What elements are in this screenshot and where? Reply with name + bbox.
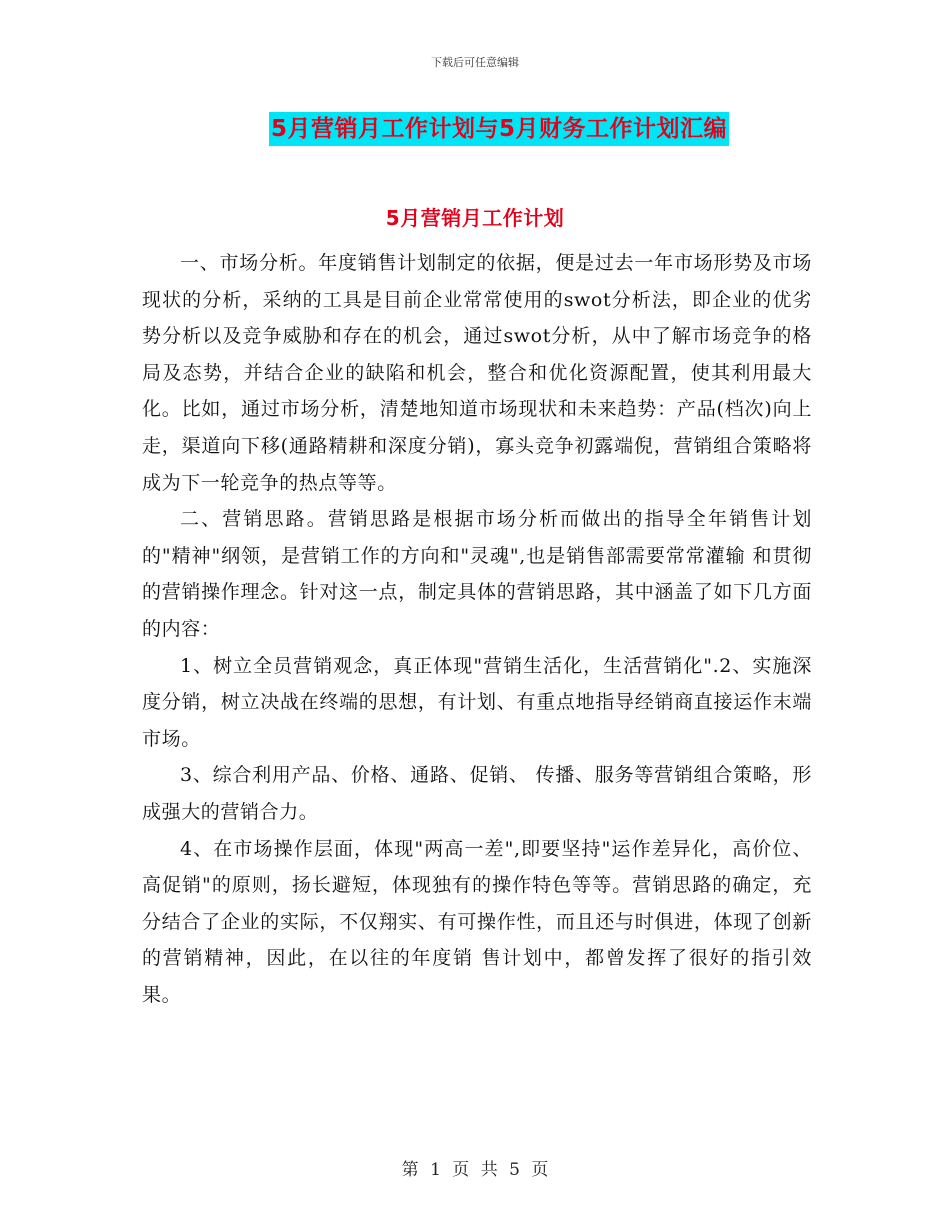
page-footer: 第 1 页 共 5 页 (401, 1160, 549, 1180)
paragraph-marketing-approach: 二、营销思路。营销思路是根据市场分析而做出的指导全年销售计划的"精神"纲领，是营销工作的方向和"灵魂",也是销售部需要常常灌输 和贯彻的营销操作理念。针对这一点，制定具体的营销思路，其中涵盖了如下几方面的内容： (142, 508, 812, 640)
header-note: 下载后可任意编辑 (431, 56, 519, 69)
paragraph-item-3: 3、综合利用产品、价格、通路、促销、 传播、服务等营销组合策略，形成强大的营销合力。 (142, 764, 812, 823)
document-title-container (0, 112, 950, 146)
section-title: 5月营销月工作计划 (385, 206, 565, 230)
document-title: 5月营销月工作计划与5月财务工作计划汇编 (269, 112, 729, 146)
paragraph-item-1-2: 1、树立全员营销观念，真正体现"营销生活化，生活营销化".2、实施深度分销，树立决战在终端的思想，有计划、有重点地指导经销商直接运作末端市场。 (142, 654, 812, 750)
paragraph-market-analysis: 一、市场分析。年度销售计划制定的依据，便是过去一年市场形势及市场现状的分析，采纳的工具是目前企业常常使用的swot分析法，即企业的优劣势分析以及竞争威胁和存在的机会，通过swot分析，从中了解市场竞争的格局及态势，并结合企业的缺陷和机会，整合和优化资源配置，使其利用最大化。比如，通过市场分析，清楚地知道市场现状和未来趋势：产品(档次)向上走，渠道向下移(通路精耕和深度分销)，寡头竞争初露端倪，营销组合策略将成为下一轮竞争的热点等等。 (142, 252, 812, 494)
paragraph-item-4: 4、在市场操作层面，体现"两高一差",即要坚持"运作差异化，高价位、高促销"的原则，扬长避短，体现独有的操作特色等等。营销思路的确定，充分结合了企业的实际，不仅翔实、有可操作性，而且还与时俱进，体现了创新的营销精神，因此，在以往的年度销 售计划中，都曾发挥了很好的指引效果。 (142, 837, 812, 1006)
document-body (142, 245, 812, 1013)
